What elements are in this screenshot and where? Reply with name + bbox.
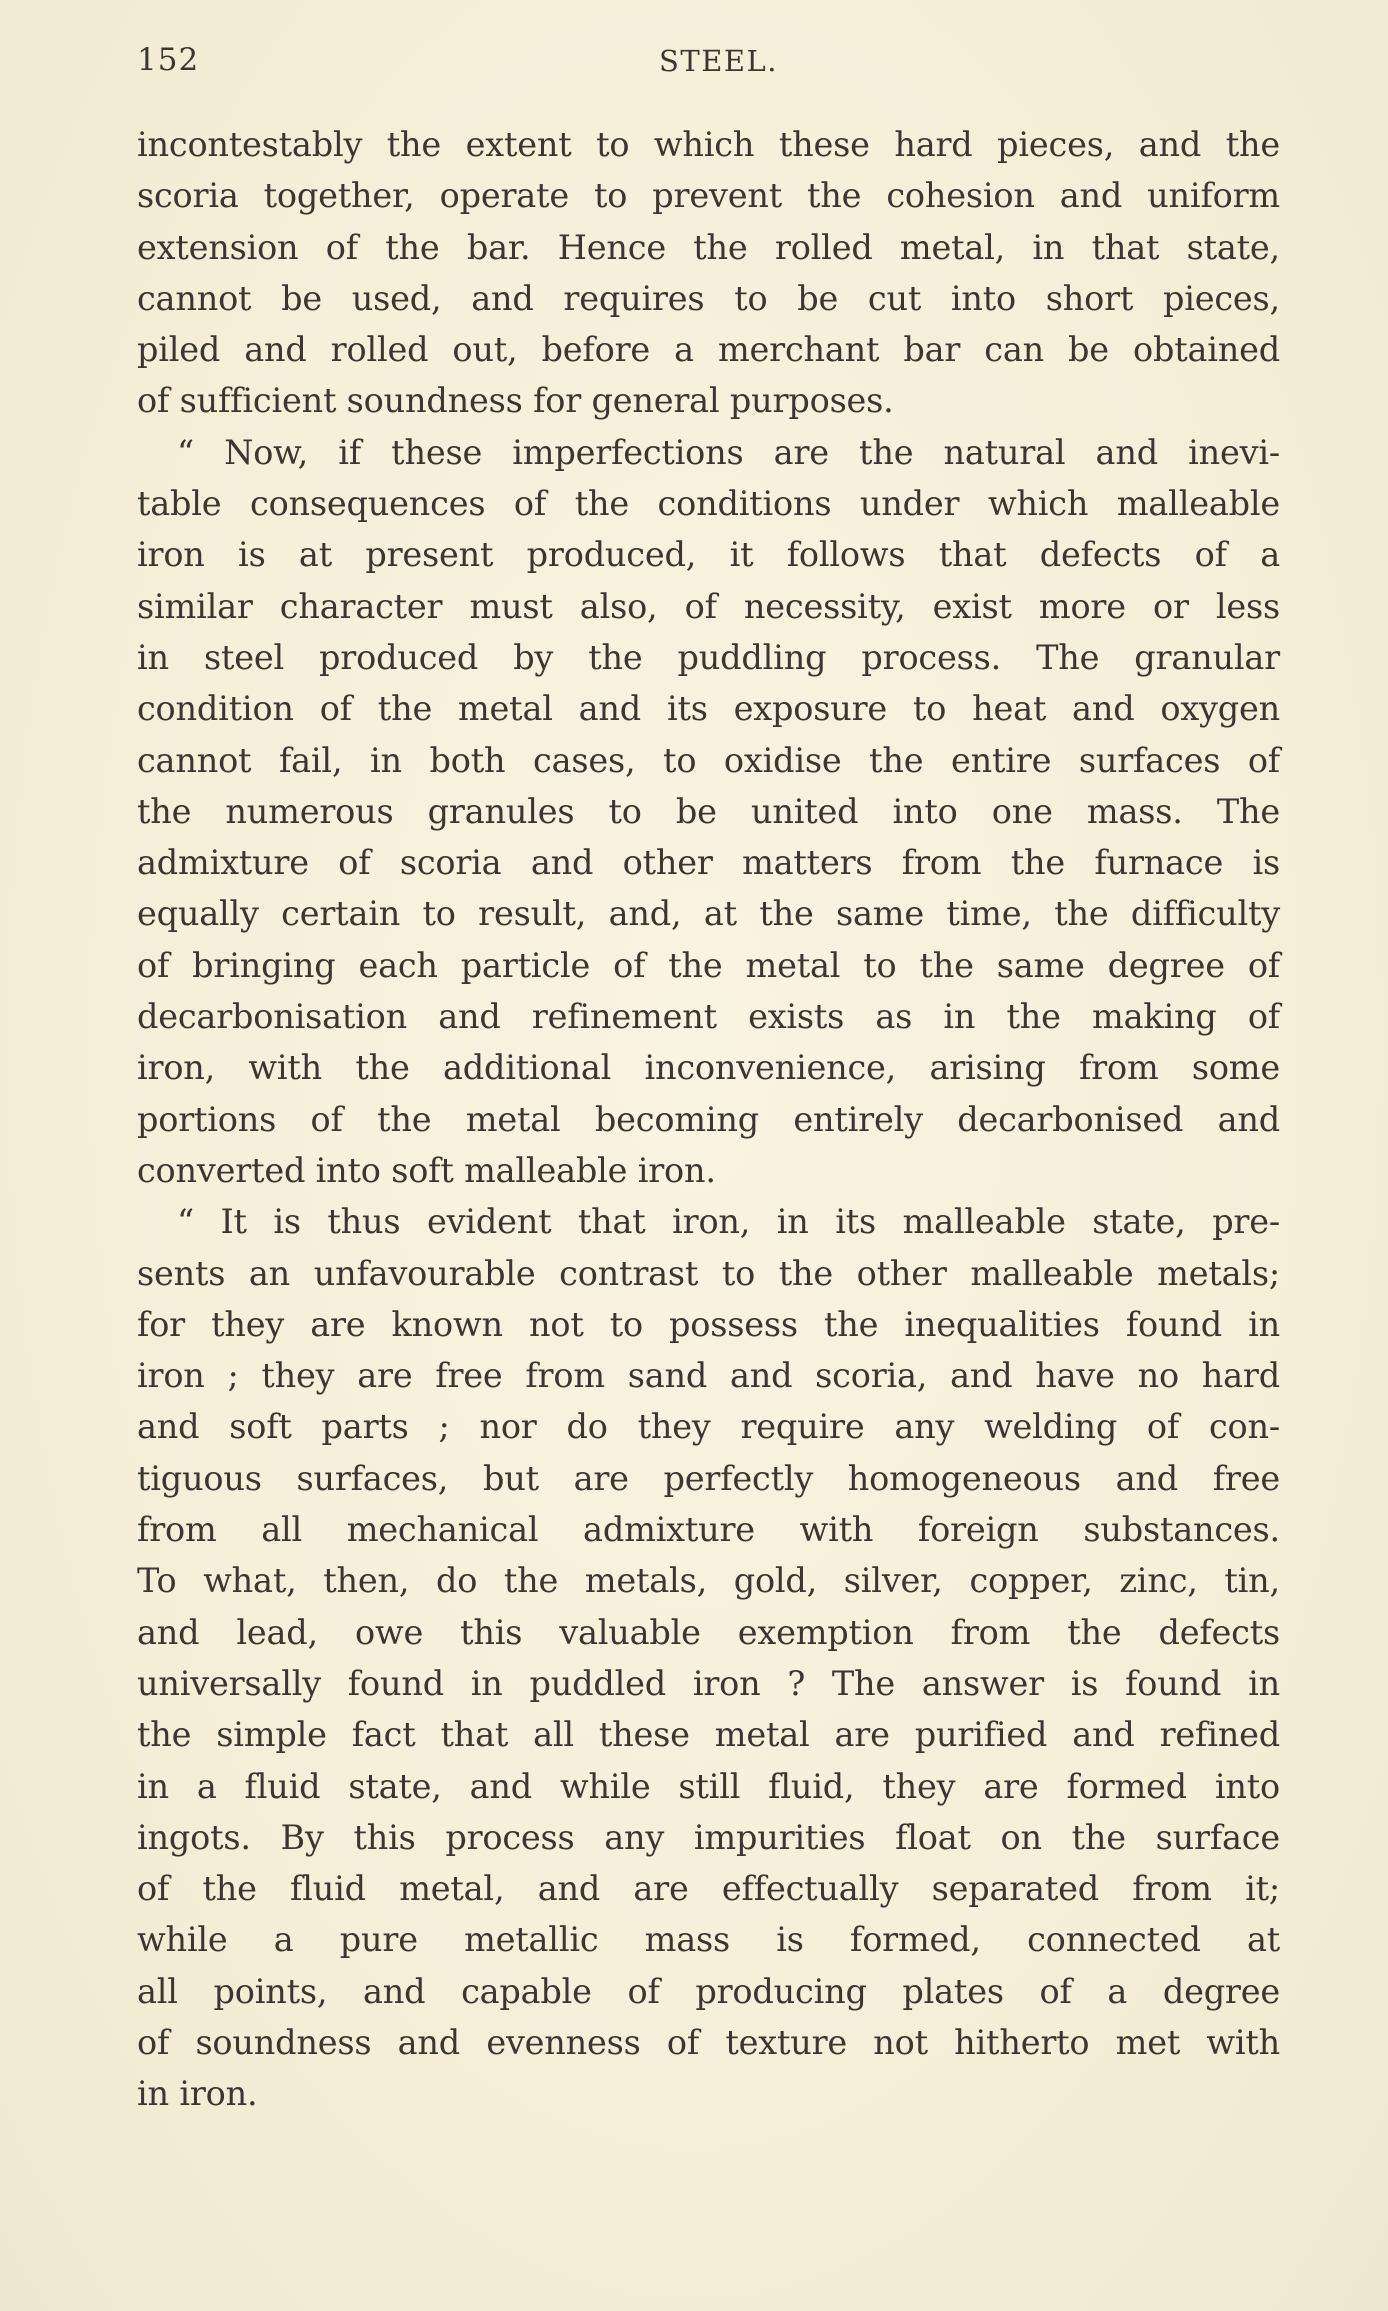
- text-line: ingots. By this process any impurities float on the surface: [137, 1817, 1280, 1857]
- text-line: portions of the metal becoming entirely decarbonised and: [137, 1099, 1280, 1139]
- text-line: cannot fail, in both cases, to oxidise the entire surfaces of: [137, 740, 1280, 780]
- body-text: [137, 119, 1280, 2120]
- text-line: and lead, owe this valuable exemption from the defects: [137, 1612, 1280, 1652]
- text-line: iron is at present produced, it follows that defects of a: [137, 535, 1280, 575]
- text-line: condition of the metal and its exposure to heat and oxygen: [137, 689, 1280, 729]
- text-line: iron ; they are free from sand and scoria, and have no hard: [137, 1356, 1280, 1396]
- text-line: all points, and capable of producing plates of a degree: [137, 1971, 1280, 2011]
- text-line: decarbonisation and refinement exists as in the making of: [137, 997, 1280, 1037]
- text-line: in steel produced by the puddling process. The granular: [137, 637, 1280, 677]
- text-line: universally found in puddled iron ? The answer is found in: [137, 1663, 1280, 1703]
- text-line: in a fluid state, and while still fluid, they are formed into: [137, 1766, 1280, 1806]
- page-number: 152: [137, 42, 200, 78]
- text-line: for they are known not to possess the inequalities found in: [137, 1304, 1280, 1344]
- text-line: the simple fact that all these metal are purified and refined: [137, 1715, 1280, 1755]
- text-line: the numerous granules to be united into one mass. The: [137, 791, 1280, 831]
- text-line: extension of the bar. Hence the rolled metal, in that state,: [137, 227, 1280, 267]
- text-line: piled and rolled out, before a merchant bar can be obtained: [137, 330, 1280, 370]
- text-line: admixture of scoria and other matters from the furnace is: [137, 843, 1280, 883]
- text-line: equally certain to result, and, at the same time, the difficulty: [137, 894, 1280, 934]
- text-line: from all mechanical admixture with foreign substances.: [137, 1510, 1280, 1550]
- text-line: similar character must also, of necessity, exist more or less: [137, 586, 1280, 626]
- text-line: tiguous surfaces, but are perfectly homogeneous and free: [137, 1458, 1280, 1498]
- running-title: STEEL.: [658, 44, 779, 78]
- text-line: and soft parts ; nor do they require any welding of con-: [137, 1407, 1280, 1447]
- text-line: To what, then, do the metals, gold, silver, copper, zinc, tin,: [137, 1561, 1280, 1601]
- text-line: table consequences of the conditions under which malleable: [137, 484, 1280, 524]
- text-line: “ It is thus evident that iron, in its malleable state, pre-: [177, 1202, 1280, 1242]
- text-line: of bringing each particle of the metal to the same degree of: [137, 945, 1280, 985]
- text-line: sents an unfavourable contrast to the other malleable metals;: [137, 1253, 1280, 1293]
- text-line: cannot be used, and requires to be cut into short pieces,: [137, 278, 1280, 318]
- text-line: of sufficient soundness for general purposes.: [137, 381, 894, 421]
- text-line: while a pure metallic mass is formed, connected at: [137, 1920, 1280, 1960]
- text-line: in iron.: [137, 2074, 258, 2114]
- text-line: of the fluid metal, and are effectually separated from it;: [137, 1869, 1280, 1909]
- running-head: [137, 42, 1280, 86]
- text-line: of soundness and evenness of texture not hitherto met with: [137, 2022, 1280, 2062]
- text-line: “ Now, if these imperfections are the natural and inevi-: [177, 432, 1280, 472]
- text-line: converted into soft malleable iron.: [137, 1150, 716, 1190]
- text-line: scoria together, operate to prevent the cohesion and uniform: [137, 176, 1280, 216]
- text-line: incontestably the extent to which these hard pieces, and the: [137, 125, 1280, 164]
- text-line: iron, with the additional inconvenience, arising from some: [137, 1048, 1280, 1088]
